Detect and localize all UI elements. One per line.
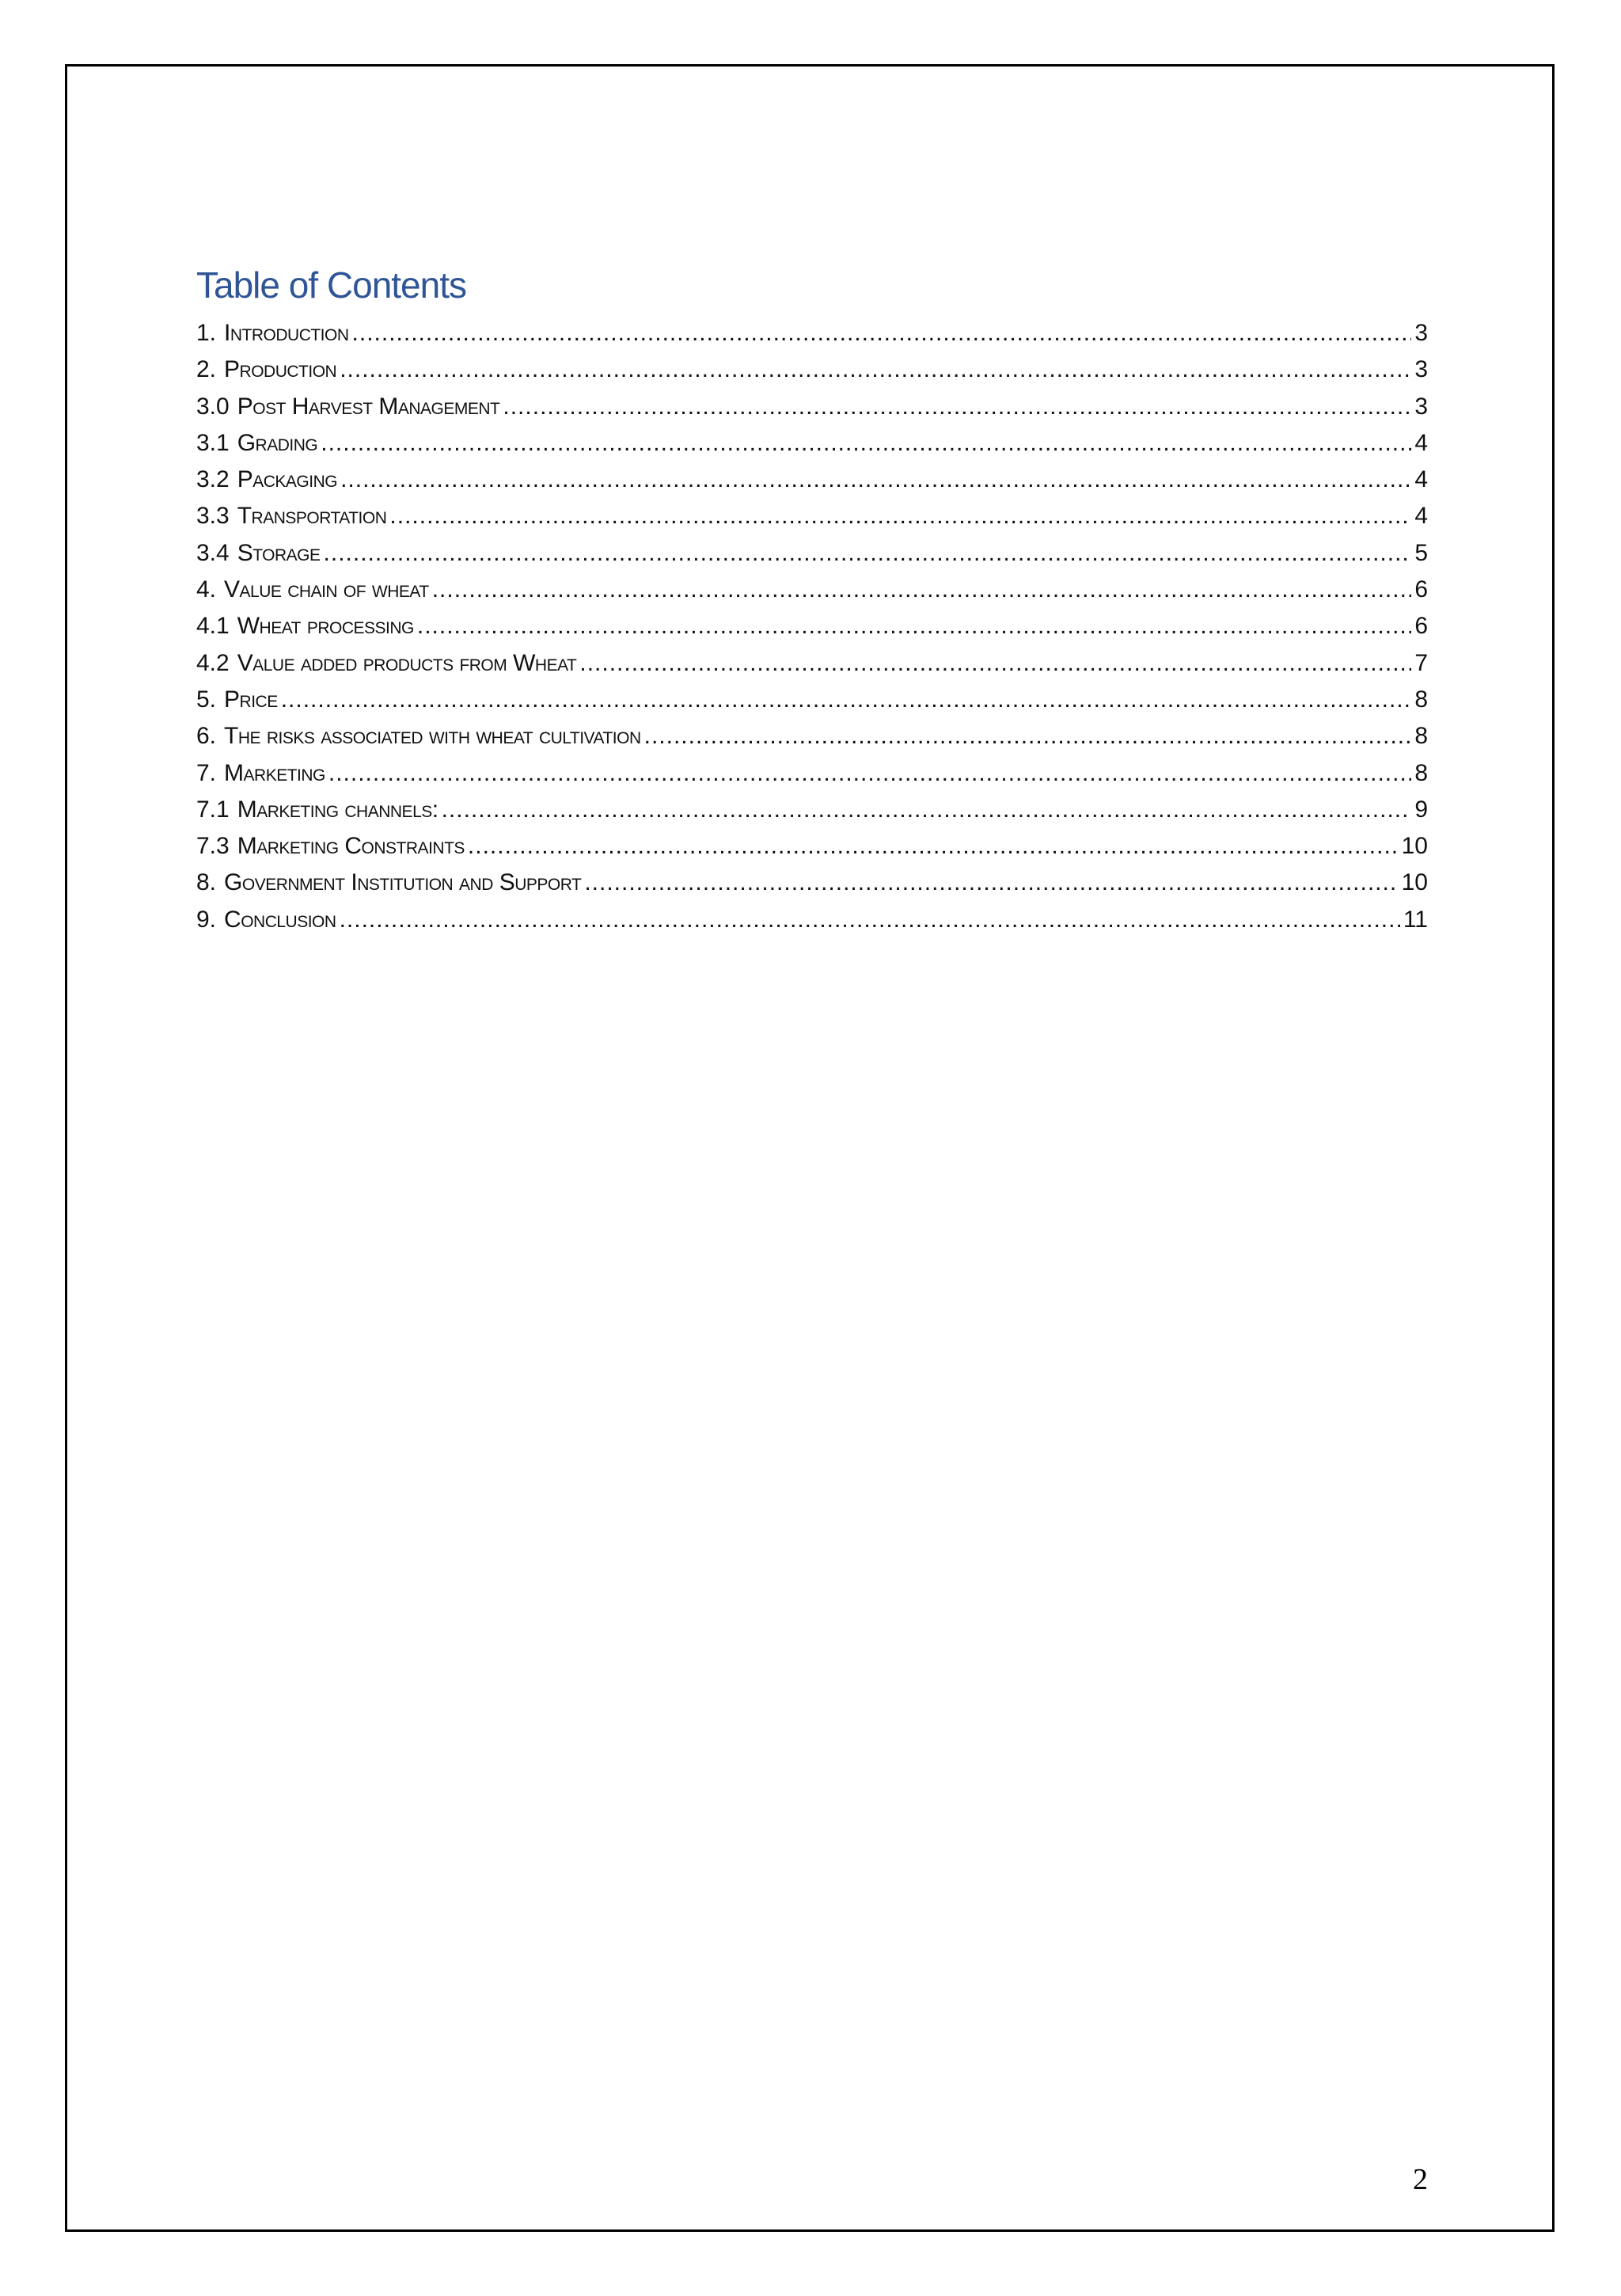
- toc-entry-title: Price: [224, 686, 278, 713]
- toc-entry-page: 9: [1414, 796, 1428, 823]
- dot-leader: [503, 389, 1411, 425]
- toc-entry-number: 3.3: [196, 503, 230, 530]
- toc-entry-number: 7.3: [196, 833, 230, 860]
- dot-leader: [389, 498, 1411, 534]
- toc-entry-number: 1.: [196, 320, 217, 346]
- toc-entry-page: 8: [1414, 686, 1428, 713]
- toc-entry-number: 7.: [196, 759, 217, 786]
- toc-entry-page: 4: [1414, 466, 1428, 493]
- dot-leader: [584, 865, 1398, 901]
- toc-entry-page: 8: [1414, 723, 1428, 750]
- dot-leader: [468, 828, 1399, 865]
- toc-entry-number: 4.2: [196, 649, 230, 676]
- toc-entry-number: 3.2: [196, 466, 230, 493]
- toc-entry-page: 8: [1414, 759, 1428, 786]
- toc-entry-title: Production: [224, 356, 337, 383]
- toc-entry-grading[interactable]: [196, 425, 1428, 462]
- dot-leader: [324, 535, 1412, 572]
- toc-entry-page: 10: [1401, 833, 1428, 860]
- toc-entry-price[interactable]: [196, 682, 1428, 718]
- dot-leader: [340, 902, 1400, 938]
- dot-leader: [340, 462, 1411, 498]
- toc-entry-number: 4.: [196, 576, 217, 603]
- toc-entry-number: 5.: [196, 686, 217, 713]
- toc-entry-title: Government Institution and Support: [224, 869, 582, 896]
- toc-entry-number: 4.1: [196, 613, 230, 640]
- toc-entry-page: 4: [1414, 429, 1428, 456]
- dot-leader: [432, 572, 1412, 608]
- toc-entry-page: 11: [1403, 906, 1428, 933]
- toc-entry-value-added-products[interactable]: [196, 645, 1428, 682]
- toc-entry-page: 7: [1414, 649, 1428, 676]
- toc-entry-packaging[interactable]: [196, 462, 1428, 498]
- toc-entry-post-harvest-management[interactable]: [196, 389, 1428, 425]
- toc-entry-title: Value added products from Wheat: [237, 649, 577, 676]
- toc-entry-title: Grading: [237, 429, 318, 456]
- dot-leader: [328, 755, 1411, 792]
- toc-entry-page: 3: [1414, 393, 1428, 420]
- dot-leader: [340, 352, 1411, 388]
- toc-entry-title: Packaging: [237, 466, 338, 493]
- dot-leader: [644, 718, 1412, 755]
- toc-entry-storage[interactable]: [196, 535, 1428, 572]
- toc-entry-number: 8.: [196, 869, 217, 896]
- toc-entry-title: Marketing: [224, 759, 325, 786]
- toc-entry-conclusion[interactable]: [196, 902, 1428, 938]
- toc-entry-number: 6.: [196, 723, 217, 750]
- dot-leader: [281, 682, 1412, 718]
- dot-leader: [352, 315, 1412, 352]
- toc-entry-marketing-channels[interactable]: [196, 792, 1428, 828]
- toc-entry-page: 5: [1414, 539, 1428, 566]
- toc-entry-page: 10: [1401, 869, 1428, 896]
- toc-entry-title: Transportation: [237, 503, 387, 530]
- toc-entry-number: 9.: [196, 906, 217, 933]
- dot-leader: [417, 608, 1411, 644]
- dot-leader: [579, 645, 1411, 682]
- toc-entry-risks[interactable]: [196, 718, 1428, 755]
- toc-entry-title: Post Harvest Management: [237, 393, 500, 420]
- toc-entry-page: 4: [1414, 503, 1428, 530]
- toc-entry-transportation[interactable]: [196, 498, 1428, 534]
- toc-list: [196, 315, 1428, 938]
- toc-entry-value-chain-of-wheat[interactable]: [196, 572, 1428, 608]
- dot-leader: [321, 425, 1411, 462]
- toc-entry-number: 3.0: [196, 393, 230, 420]
- toc-entry-number: 3.4: [196, 539, 230, 566]
- toc-entry-production[interactable]: [196, 352, 1428, 388]
- toc-entry-number: 2.: [196, 356, 217, 383]
- toc-entry-number: 7.1: [196, 796, 230, 823]
- toc-entry-page: 6: [1414, 576, 1428, 603]
- toc-entry-title: Storage: [237, 539, 321, 566]
- toc-entry-marketing[interactable]: [196, 755, 1428, 792]
- toc-entry-marketing-constraints[interactable]: [196, 828, 1428, 865]
- toc-entry-title: The risks associated with wheat cultivation: [224, 723, 641, 750]
- toc-entry-government-support[interactable]: [196, 865, 1428, 901]
- toc-title: Table of Contents: [196, 264, 467, 306]
- toc-entry-page: 3: [1414, 356, 1428, 383]
- toc-entry-introduction[interactable]: [196, 315, 1428, 352]
- toc-entry-title: Introduction: [224, 320, 349, 346]
- toc-entry-page: 6: [1414, 613, 1428, 640]
- toc-entry-title: Marketing Constraints: [237, 833, 465, 860]
- page-number: 2: [1413, 2163, 1428, 2196]
- toc-entry-title: Wheat processing: [237, 613, 414, 640]
- toc-entry-title: Value chain of wheat: [224, 576, 429, 603]
- toc-entry-page: 3: [1414, 320, 1428, 346]
- dot-leader: [442, 792, 1412, 828]
- toc-entry-wheat-processing[interactable]: [196, 608, 1428, 644]
- toc-entry-title: Conclusion: [224, 906, 336, 933]
- toc-entry-number: 3.1: [196, 429, 230, 456]
- toc-entry-title: Marketing channels:: [237, 796, 438, 823]
